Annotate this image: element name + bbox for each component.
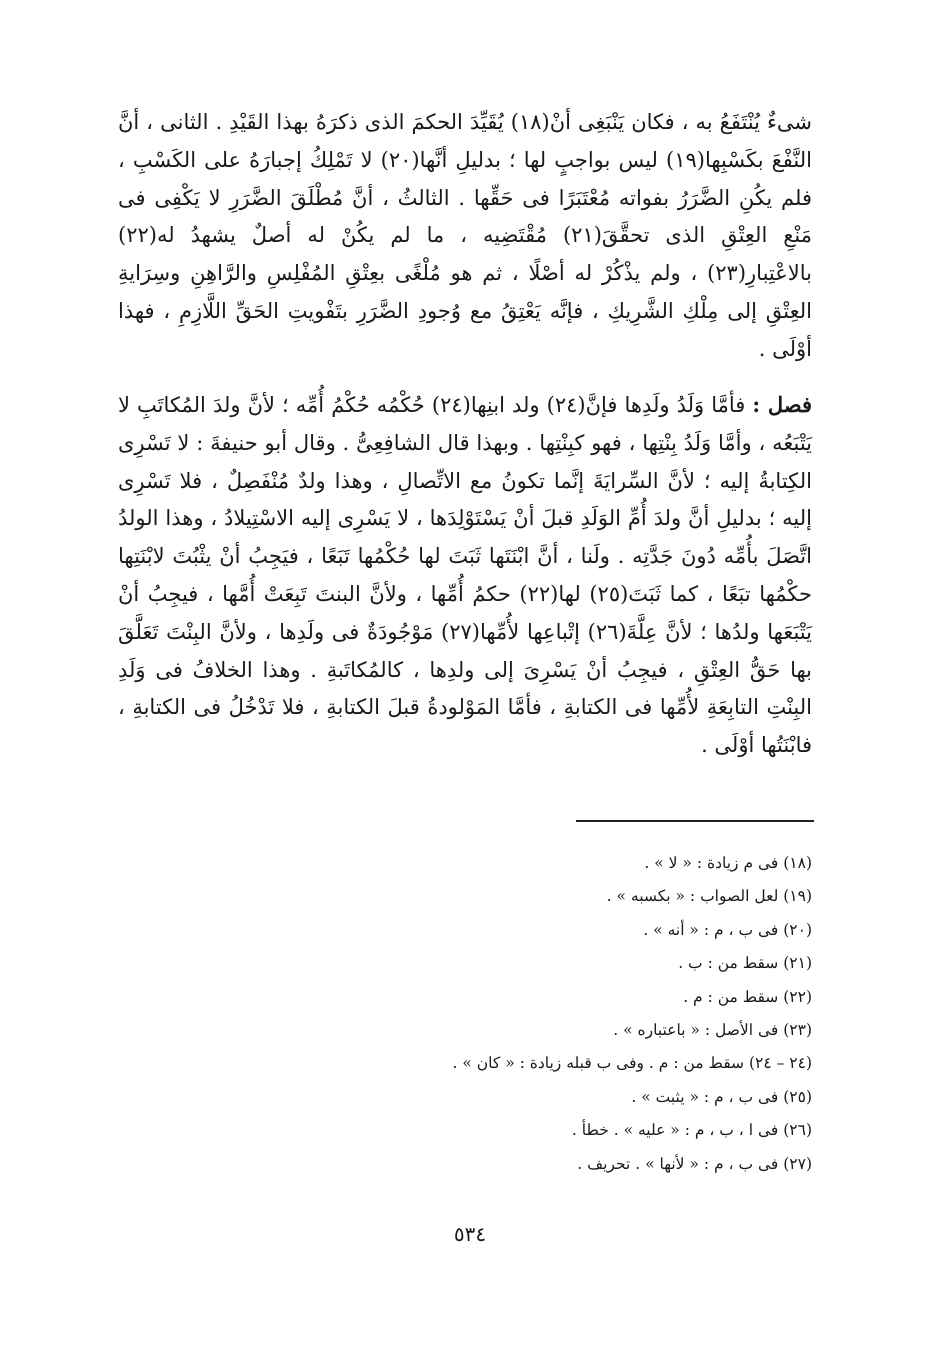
paragraph-1-text: شىءٌ يُنْتَفَعُ به ، فكان يَنْبَغِى أنْ(١٨) يُقَيِّدَ الحكمَ الذى ذكرَهُ بهذا القَيْدِ . الثانى ، أنَّ النَّفْعَ بكَسْبِها(١٩) ليس بواجبٍ لها ؛ بدليلِ أنَّها(٢٠) لا تَمْلِكُ إجبارَهُ على الكَسْبِ ، فلم يكُنِ الضَّرَرُ بفواته مُعْتَبَرًا فى حَقِّها . الثالثُ ، أنَّ مُطْلَقَ الضَّرَرِ لا يَكْفِى فى مَنْعِ العِتْقِ الذى تحقَّقَ(٢١) مُقْتَضِيه ، ما لم يكُنْ له أصلٌ يشهدُ له(٢٢) بالاعْتِبارِ(٢٣) ، ولم يذْكُرْ له أصْلًا ، ثم هو مُلْغًى بعِتْقِ المُفْلِسِ والرَّاهِنِ وسِرَايةِ العِتْقِ إلى مِلْكِ الشَّرِيكِ ، فإنَّه يَعْتِقُ مع وُجودِ الضَّرَرِ بتَفْويتِ الحَقِّ اللَّازِمِ ، فهذا أوْلَى . bbox=[118, 110, 812, 361]
footnote-25: (٢٥) فى ب ، م : « يثبت » . bbox=[631, 1087, 812, 1106]
footnote-24: (٢٤ – ٢٤) سقط من : م . وفى ب قبله زيادة : « كان » . bbox=[452, 1054, 812, 1073]
paragraph-1 bbox=[118, 104, 812, 369]
footnote-19: (١٩) لعل الصواب : « بكسبه » . bbox=[606, 887, 812, 906]
fasl-heading: فصل : bbox=[752, 392, 812, 417]
footnote-22: (٢٢) سقط من : م . bbox=[683, 987, 812, 1006]
footnote-20: (٢٠) فى ب ، م : « أنه » . bbox=[643, 920, 812, 939]
footnote-23: (٢٣) فى الأصل : « باعتباره » . bbox=[613, 1020, 812, 1039]
page-number: ٥٣٤ bbox=[453, 1222, 487, 1246]
footnotes bbox=[300, 847, 812, 1181]
paragraph-2-text: فأمَّا وَلَدُ ولَدِها فإنَّ(٢٤) ولد ابنِها(٢٤) حُكْمُه حُكْمُ أُمِّه ؛ لأنَّ ولدَ المُكاتَبِ لا يَتْبَعُه ، وأمَّا وَلَدُ بِنْتِها ، فهو كبِنْتِها . وبهذا قال الشافِعِىُّ . وقال أبو حنيفةَ : لا تَسْرِى الكِتابةُ إليه ؛ لأنَّ السِّرايَةَ إنَّما تكونُ مع الاتِّصالِ ، وهذا ولدٌ مُنْفَصِلٌ ، فلا تَسْرِى إليه ؛ بدليلِ أنَّ ولدَ أُمِّ الوَلَدِ قبلَ أنْ يَسْتَوْلِدَها ، لا يَسْرِى إليه الاسْتِيلادُ ، وهذا الولدُ اتَّصَلَ بأُمِّه دُونَ جَدَّتِه . ولَنا ، أنَّ ابْنَتَها ثَبَتَ لها حُكْمُها تَبَعًا ، فيَجِبُ أنْ يثْبُتَ لابْنَتِها حكْمُها تبَعًا ، كما ثَبَتَ(٢٥) لها(٢٢) حكمُ أُمِّها ، ولأنَّ البنتَ تَبِعَتْ أُمَّها ، فيجِبُ أنْ يَتْبَعَها ولدُها ؛ لأنَّ عِلَّةَ(٢٦) إتْباعِها لأُمِّها(٢٧) مَوْجُودَةٌ فى ولَدِها ، ولأنَّ البِنْتَ تَعَلَّقَ بها حَقُّ العِتْقِ ، فيجِبُ أنْ يَسْرِىَ إلى ولدِها ، كالمُكاتَبةِ . وهذا الخلافُ فى وَلَدِ البِنْتِ التابِعَةِ لأُمِّها فى الكتابةِ ، فأمَّا المَوْلودةُ قبلَ الكتابةِ ، فلا تَدْخُلُ فى الكتابةِ ، فابْنَتُها أوْلَى . bbox=[118, 393, 812, 758]
paragraph-2-fasl bbox=[118, 386, 812, 765]
footnote-21: (٢١) سقط من : ب . bbox=[678, 954, 812, 973]
footnote-separator bbox=[576, 820, 814, 822]
footnote-26: (٢٦) فى ا ، ب ، م : « عليه » . خطأ . bbox=[571, 1121, 812, 1140]
footnote-18: (١٨) فى م زيادة : « لا » . bbox=[644, 854, 812, 872]
footnote-27: (٢٧) فى ب ، م : « لأنها » . تحريف . bbox=[577, 1154, 812, 1173]
